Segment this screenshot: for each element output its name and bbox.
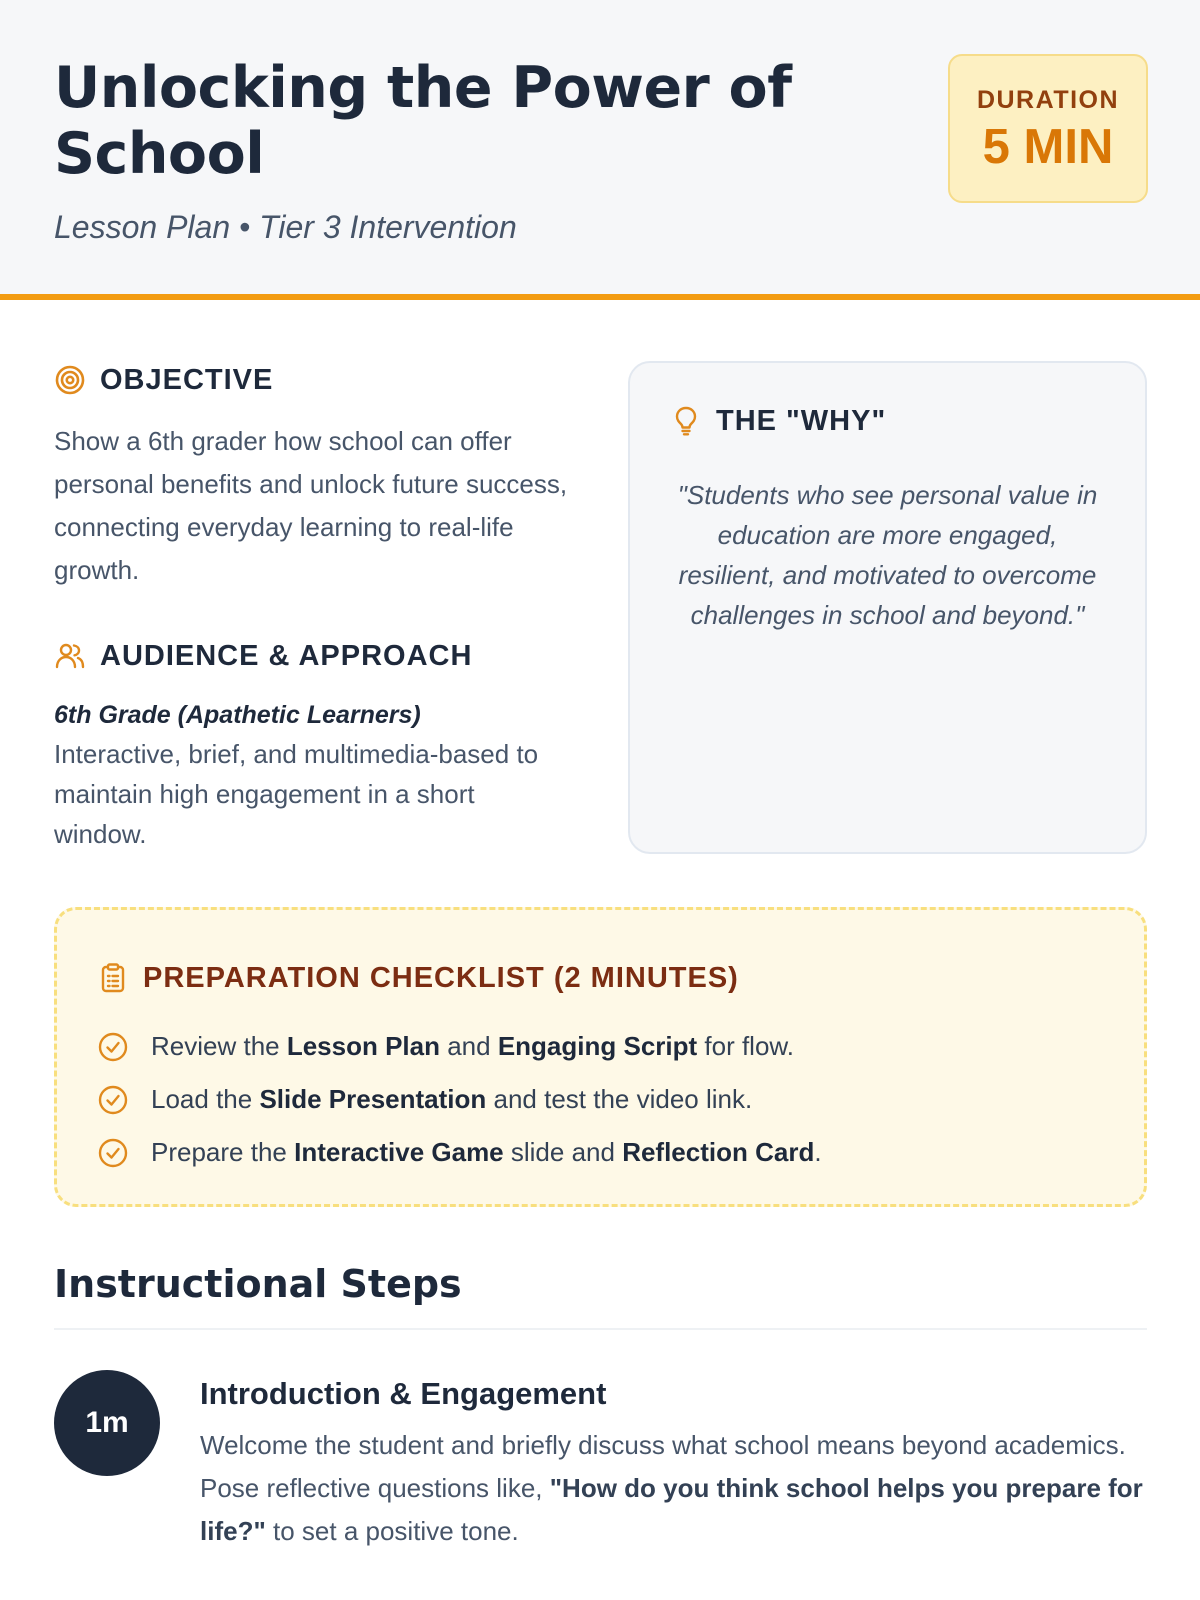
checklist-item xyxy=(97,1020,1104,1073)
audience-text: Interactive, brief, and multimedia-based to maintain high engagement in a short window. xyxy=(54,739,539,849)
objective-heading-label: OBJECTIVE xyxy=(100,363,274,396)
target-icon xyxy=(54,364,86,396)
audience-group: 6th Grade (Apathetic Learners) xyxy=(54,701,421,729)
clipboard-icon xyxy=(97,962,129,994)
audience-heading xyxy=(54,636,574,676)
checklist-heading-label: PREPARATION CHECKLIST (2 MINUTES) xyxy=(143,961,739,994)
why-card xyxy=(628,361,1147,854)
checklist-items xyxy=(97,1020,1104,1179)
why-heading-label: THE "WHY" xyxy=(716,404,887,437)
step-title: Introduction & Engagement xyxy=(200,1376,607,1411)
objective-heading xyxy=(54,360,574,400)
page-title: Unlocking the Power of School xyxy=(54,55,792,187)
step-description: Welcome the student and briefly discuss what school means beyond academics. Pose reflective questions like, "How do you think school helps you prepare for life?" to set a positive tone. xyxy=(200,1430,1143,1546)
instructional-steps-title: Instructional Steps xyxy=(54,1262,462,1306)
duration-value: 5 MIN xyxy=(982,120,1114,174)
checklist-item-text: Prepare the Interactive Game slide and Reflection Card. xyxy=(151,1137,822,1167)
duration-label: DURATION xyxy=(976,86,1120,114)
page-subtitle: Lesson Plan • Tier 3 Intervention xyxy=(54,209,517,245)
lightbulb-icon xyxy=(670,405,702,437)
why-quote: "Students who see personal value in education are more engaged, resilient, and motivated to overcome challenges in school and beyond." xyxy=(677,480,1098,630)
step-time-badge: 1m xyxy=(54,1370,160,1476)
check-circle-icon xyxy=(97,1137,129,1169)
objective-text: Show a 6th grader how school can offer personal benefits and unlock future success, connecting everyday learning to real-life growth. xyxy=(54,426,568,585)
page-header xyxy=(0,0,1200,300)
checklist-item-text: Review the Lesson Plan and Engaging Script for flow. xyxy=(151,1031,794,1061)
objective-audience-column xyxy=(54,360,574,854)
step-body xyxy=(200,1370,1147,1553)
why-heading xyxy=(670,401,1105,441)
users-icon xyxy=(54,640,86,672)
checklist-item-text: Load the Slide Presentation and test the video link. xyxy=(151,1084,753,1114)
duration-badge xyxy=(948,54,1148,203)
checklist-heading xyxy=(97,958,1104,998)
divider xyxy=(54,1328,1147,1330)
checklist-item xyxy=(97,1073,1104,1126)
audience-heading-label: AUDIENCE & APPROACH xyxy=(100,639,473,672)
check-circle-icon xyxy=(97,1031,129,1063)
checklist-item xyxy=(97,1126,1104,1179)
check-circle-icon xyxy=(97,1084,129,1116)
preparation-checklist xyxy=(54,907,1147,1207)
